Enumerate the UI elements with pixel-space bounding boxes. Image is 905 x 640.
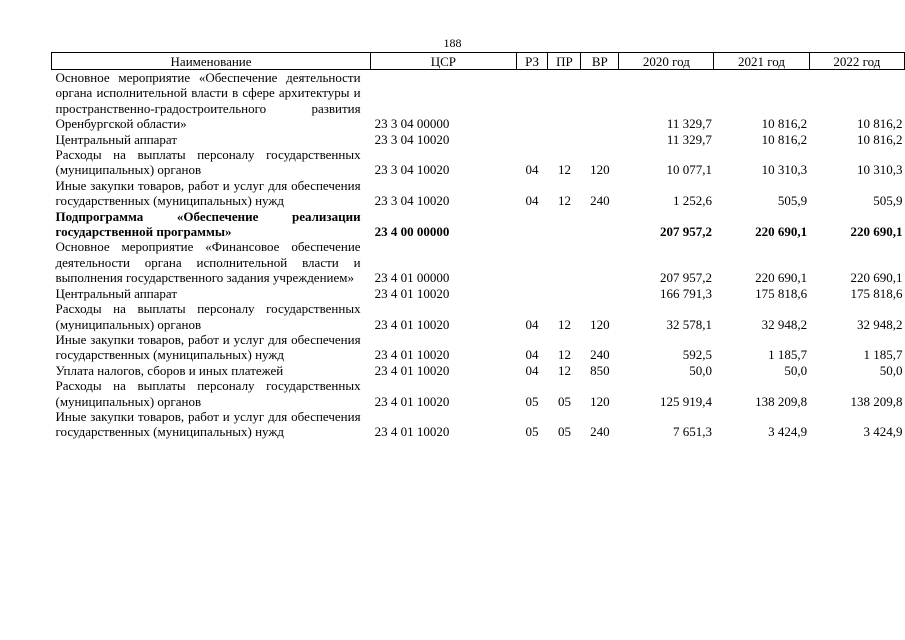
- row-2021: 10 310,3: [761, 162, 808, 178]
- row-name: Иные закупки товаров, работ и услуг для обеспечения государственных (муниципальных) нужд: [55, 408, 361, 440]
- row-2020: 11 329,7: [666, 131, 712, 147]
- table-row: [52, 409, 905, 440]
- table-row: [52, 286, 905, 301]
- row-name: Расходы на выплаты персоналу государственных (муниципальных) органов: [55, 378, 361, 409]
- row-name: Иные закупки товаров, работ и услуг для обеспечения государственных (муниципальных) нужд: [55, 177, 361, 209]
- row-rz: 04: [525, 193, 539, 209]
- row-name: Подпрограмма «Обеспечение реализации государственной программы»: [55, 208, 361, 240]
- row-2020: 32 578,1: [666, 316, 712, 332]
- row-2021: 10 816,2: [761, 131, 808, 147]
- header-2022: 2022 год: [809, 53, 904, 70]
- header-pr: ПР: [548, 53, 581, 70]
- row-name: Расходы на выплаты персоналу государственных (муниципальных) органов: [55, 301, 361, 332]
- row-csr: 23 4 01 10020: [374, 424, 450, 440]
- row-csr: 23 4 01 10020: [374, 393, 450, 409]
- table-row: [52, 209, 905, 240]
- row-2022: 3 424,9: [863, 424, 903, 440]
- row-2021: 1 185,7: [768, 347, 808, 363]
- row-csr: 23 3 04 10020: [374, 193, 450, 209]
- row-vr: 850: [590, 362, 610, 378]
- row-2020: 125 919,4: [659, 393, 712, 409]
- row-pr: 12: [557, 162, 571, 178]
- row-2022: 10 310,3: [857, 162, 903, 178]
- row-2020: 7 651,3: [672, 424, 712, 440]
- row-2020: 207 957,2: [659, 270, 712, 286]
- row-rz: [516, 132, 548, 147]
- row-vr: 240: [590, 347, 610, 363]
- header-rz: РЗ: [516, 53, 548, 70]
- budget-table: [51, 52, 905, 440]
- page-number: 188: [443, 36, 462, 50]
- row-vr: [581, 209, 619, 240]
- row-rz: 04: [525, 347, 539, 363]
- row-rz: 05: [525, 424, 539, 440]
- row-name: Основное мероприятие «Обеспечение деятельности органа исполнительной власти в сфере архитектуры и пространственно-градостроительного развития Оренбургской области»: [55, 70, 361, 132]
- table-row: [52, 332, 905, 363]
- row-2020: 592,5: [682, 347, 712, 363]
- row-pr: [548, 239, 581, 285]
- row-2021: 220 690,1: [755, 224, 808, 240]
- row-name: Иные закупки товаров, работ и услуг для обеспечения государственных (муниципальных) нужд: [55, 331, 361, 363]
- row-vr: [581, 70, 619, 132]
- row-csr: 23 3 04 10020: [374, 131, 450, 147]
- row-rz: [516, 70, 548, 132]
- row-rz: 05: [525, 393, 539, 409]
- row-pr: 12: [557, 362, 571, 378]
- row-csr: 23 4 01 00000: [374, 270, 450, 286]
- row-vr: 240: [590, 424, 610, 440]
- row-csr: 23 4 01 10020: [374, 362, 450, 378]
- row-rz: 04: [525, 162, 539, 178]
- row-csr: 23 4 01 10020: [374, 285, 450, 301]
- header-2020: 2020 год: [619, 53, 714, 70]
- table-row: [52, 147, 905, 178]
- table-row: [52, 132, 905, 147]
- row-pr: [548, 286, 581, 301]
- table-row: [52, 178, 905, 209]
- row-2022: 220 690,1: [850, 270, 903, 286]
- row-pr: 12: [557, 347, 571, 363]
- row-2022: 220 690,1: [850, 224, 903, 240]
- row-2021: 3 424,9: [768, 424, 808, 440]
- row-rz: 04: [525, 362, 539, 378]
- row-pr: [548, 209, 581, 240]
- row-name: Уплата налогов, сборов и иных платежей: [55, 362, 284, 378]
- row-name: Основное мероприятие «Финансовое обеспечение деятельности органа исполнительной власти и выполнения государственного задания учреждением»: [55, 239, 361, 286]
- row-2022: 1 185,7: [863, 347, 903, 363]
- row-csr: 23 4 01 10020: [374, 347, 450, 363]
- row-2021: 32 948,2: [761, 316, 808, 332]
- row-rz: 04: [525, 316, 539, 332]
- row-2022: 505,9: [873, 193, 903, 209]
- row-vr: [581, 132, 619, 147]
- row-2021: 50,0: [784, 362, 808, 378]
- row-2020: 166 791,3: [659, 285, 712, 301]
- row-2021: 220 690,1: [755, 270, 808, 286]
- row-vr: [581, 286, 619, 301]
- row-vr: 240: [590, 193, 610, 209]
- header-csr: ЦСР: [371, 53, 517, 70]
- row-2022: 10 816,2: [857, 131, 903, 147]
- header-2021: 2021 год: [714, 53, 809, 70]
- table-row: [52, 301, 905, 332]
- row-2020: 50,0: [689, 362, 712, 378]
- row-2022: 138 209,8: [850, 393, 903, 409]
- row-vr: 120: [590, 162, 610, 178]
- row-2022: 50,0: [879, 362, 903, 378]
- row-pr: 12: [557, 193, 571, 209]
- row-pr: 05: [557, 393, 571, 409]
- row-name: Расходы на выплаты персоналу государственных (муниципальных) органов: [55, 147, 361, 178]
- row-pr: [548, 70, 581, 132]
- table-body: [52, 70, 905, 440]
- row-pr: 12: [557, 316, 571, 332]
- row-2022: 32 948,2: [857, 316, 903, 332]
- row-2021: 10 816,2: [761, 116, 808, 132]
- row-2022: 175 818,6: [850, 285, 903, 301]
- row-csr: 23 3 04 10020: [374, 162, 450, 178]
- row-2020: 11 329,7: [666, 116, 712, 132]
- table-row: [52, 378, 905, 409]
- row-name: Центральный аппарат: [55, 285, 178, 301]
- row-vr: [581, 239, 619, 285]
- table-row: [52, 363, 905, 378]
- row-2020: 1 252,6: [672, 193, 712, 209]
- row-2021: 175 818,6: [755, 285, 808, 301]
- row-vr: 120: [590, 316, 610, 332]
- row-csr: 23 4 01 10020: [374, 316, 450, 332]
- row-2021: 505,9: [777, 193, 808, 209]
- row-rz: [516, 209, 548, 240]
- row-2020: 207 957,2: [659, 224, 712, 240]
- row-2020: 10 077,1: [666, 162, 712, 178]
- row-rz: [516, 286, 548, 301]
- row-pr: [548, 132, 581, 147]
- row-vr: 120: [590, 393, 610, 409]
- row-2021: 138 209,8: [755, 393, 808, 409]
- row-2022: 10 816,2: [857, 116, 903, 132]
- header-name: Наименование: [52, 53, 371, 70]
- row-csr: 23 4 00 00000: [374, 224, 450, 240]
- row-pr: 05: [557, 424, 571, 440]
- row-name: Центральный аппарат: [55, 131, 178, 147]
- table-row: [52, 70, 905, 132]
- row-csr: 23 3 04 00000: [374, 116, 450, 132]
- table-row: [52, 239, 905, 285]
- table-header: [52, 53, 905, 70]
- header-vr: ВР: [581, 53, 619, 70]
- row-rz: [516, 239, 548, 285]
